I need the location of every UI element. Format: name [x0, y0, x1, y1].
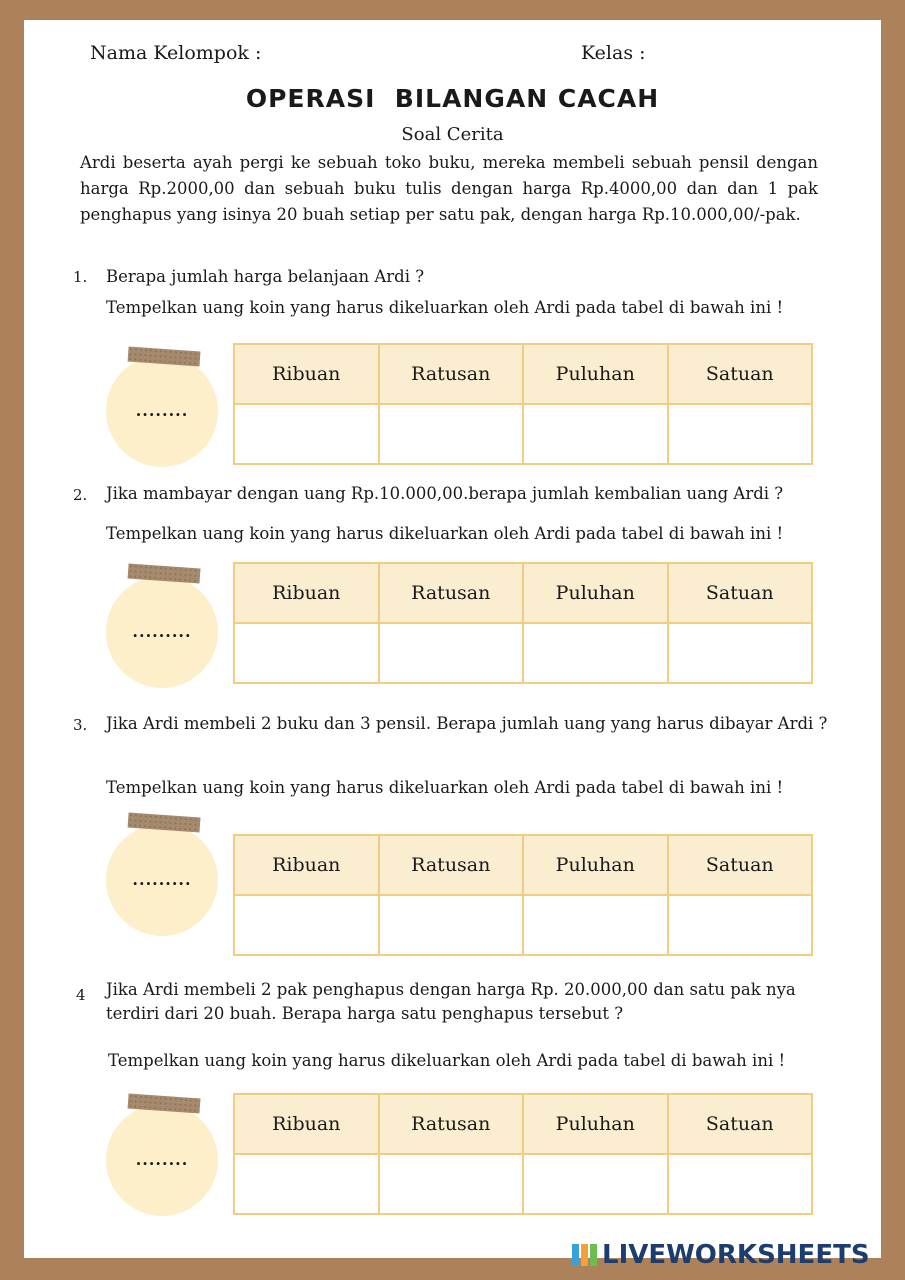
- place-value-table: [233, 834, 813, 956]
- column-header-puluhan: Puluhan: [523, 1094, 668, 1154]
- drop-cell-ratusan[interactable]: [379, 1154, 524, 1214]
- column-header-ratusan: Ratusan: [379, 344, 524, 404]
- column-header-satuan: Satuan: [668, 835, 813, 895]
- drop-cell-ratusan[interactable]: [379, 895, 524, 955]
- drop-cell-ribuan[interactable]: [234, 1154, 379, 1214]
- question-instruction: Tempelkan uang koin yang harus dikeluarkan oleh Ardi pada tabel di bawah ini !: [108, 1051, 786, 1070]
- drop-cell-satuan[interactable]: [668, 623, 813, 683]
- place-value-table: [233, 343, 813, 465]
- answer-blank[interactable]: ........: [135, 401, 189, 420]
- worksheet-page: [24, 20, 881, 1258]
- place-value-table: [233, 562, 813, 684]
- column-header-satuan: Satuan: [668, 344, 813, 404]
- column-header-ribuan: Ribuan: [234, 835, 379, 895]
- page-subtitle: Soal Cerita: [401, 124, 504, 145]
- drop-cell-puluhan[interactable]: [523, 623, 668, 683]
- question-number: 2.: [73, 486, 88, 504]
- kelas-label: Kelas :: [581, 42, 646, 64]
- drop-cell-puluhan[interactable]: [523, 895, 668, 955]
- drop-cell-satuan[interactable]: [668, 895, 813, 955]
- column-header-satuan: Satuan: [668, 1094, 813, 1154]
- drop-cell-ribuan[interactable]: [234, 404, 379, 464]
- liveworksheets-brand[interactable]: LIVEWORKSHEETS: [602, 1240, 870, 1270]
- question-instruction: Tempelkan uang koin yang harus dikeluarkan oleh Ardi pada tabel di bawah ini !: [106, 778, 784, 797]
- column-header-puluhan: Puluhan: [523, 563, 668, 623]
- question-instruction: Tempelkan uang koin yang harus dikeluarkan oleh Ardi pada tabel di bawah ini !: [106, 298, 784, 317]
- column-header-ribuan: Ribuan: [234, 1094, 379, 1154]
- drop-cell-puluhan[interactable]: [523, 404, 668, 464]
- nama-kelompok-label: Nama Kelompok :: [90, 42, 262, 64]
- column-header-puluhan: Puluhan: [523, 344, 668, 404]
- drop-cell-ribuan[interactable]: [234, 623, 379, 683]
- column-header-satuan: Satuan: [668, 563, 813, 623]
- column-header-ratusan: Ratusan: [379, 1094, 524, 1154]
- question-text: Jika Ardi membeli 2 buku dan 3 pensil. Berapa jumlah uang yang harus dibayar Ardi ?: [106, 714, 828, 733]
- answer-circle[interactable]: [106, 824, 218, 936]
- answer-circle[interactable]: [106, 576, 218, 688]
- question-instruction: Tempelkan uang koin yang harus dikeluarkan oleh Ardi pada tabel di bawah ini !: [106, 524, 784, 543]
- question-number: 4: [76, 986, 86, 1004]
- drop-cell-ratusan[interactable]: [379, 404, 524, 464]
- question-text: Berapa jumlah harga belanjaan Ardi ?: [106, 267, 425, 286]
- drop-cell-satuan[interactable]: [668, 1154, 813, 1214]
- answer-circle[interactable]: [106, 1104, 218, 1216]
- answer-blank[interactable]: .........: [132, 622, 192, 641]
- answer-circle[interactable]: [106, 355, 218, 467]
- drop-cell-satuan[interactable]: [668, 404, 813, 464]
- answer-blank[interactable]: ........: [135, 1150, 189, 1169]
- question-number: 3.: [73, 716, 88, 734]
- drop-cell-ribuan[interactable]: [234, 895, 379, 955]
- liveworksheets-logo-icon: [572, 1242, 598, 1268]
- column-header-ribuan: Ribuan: [234, 344, 379, 404]
- question-number: 1.: [73, 268, 88, 286]
- place-value-table: [233, 1093, 813, 1215]
- answer-blank[interactable]: .........: [132, 870, 192, 889]
- page-title: OPERASI BILANGAN CACAH: [245, 84, 660, 113]
- column-header-ratusan: Ratusan: [379, 563, 524, 623]
- question-text: Jika Ardi membeli 2 pak penghapus dengan harga Rp. 20.000,00 dan satu pak nya terdiri dari 20 buah. Berapa harga satu penghapus tersebut ?: [106, 980, 796, 1023]
- column-header-ribuan: Ribuan: [234, 563, 379, 623]
- story-paragraph: Ardi beserta ayah pergi ke sebuah toko buku, mereka membeli sebuah pensil dengan harga Rp.2000,00 dan sebuah buku tulis dengan harga Rp.4000,00 dan dan 1 pak penghapus yang isinya 20 buah setiap per satu pak, dengan harga Rp.10.000,00/-pak.: [80, 153, 818, 224]
- question-text: Jika mambayar dengan uang Rp.10.000,00.berapa jumlah kembalian uang Ardi ?: [106, 484, 784, 503]
- column-header-ratusan: Ratusan: [379, 835, 524, 895]
- drop-cell-puluhan[interactable]: [523, 1154, 668, 1214]
- column-header-puluhan: Puluhan: [523, 835, 668, 895]
- drop-cell-ratusan[interactable]: [379, 623, 524, 683]
